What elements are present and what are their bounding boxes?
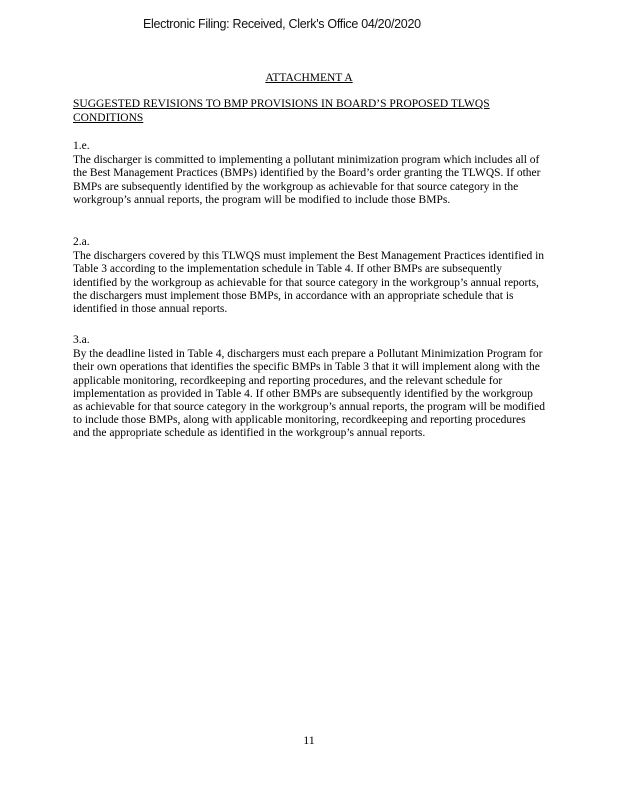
- paragraph-number: 3.a.: [73, 334, 90, 346]
- electronic-filing-stamp: Electronic Filing: Received, Clerk's Office 04/20/2020: [143, 17, 421, 31]
- paragraph-text: By the deadline listed in Table 4, dischargers must each prepare a Pollutant Minimization Program for their own operations that identifies the specific BMPs in Table 3 that it will implement along with the applicable monitoring, recordkeeping and reporting procedures, and the relevant schedule for implementation as provided in Table 4. If other BMPs are subsequently identified by the workgroup as achievable for that source category in the workgroup’s annual reports, the program will be modified to include those BMPs, along with applicable monitoring, recordkeeping and reporting procedures and the appropriate schedule as identified in the workgroup’s annual reports.: [73, 348, 545, 440]
- paragraph-number: 2.a.: [73, 236, 90, 248]
- attachment-title: ATTACHMENT A: [265, 72, 353, 84]
- paragraph-2a: [73, 236, 545, 316]
- paragraph-text: The discharger is committed to implementing a pollutant minimization program which includes all of the Best Management Practices (BMPs) identified by the Board’s order granting the TLWQS. If other BMPs are subsequently identified by the workgroup as achievable for that source category in the workgroup’s annual reports, the program will be modified to include those BMPs.: [73, 154, 541, 206]
- paragraph-3a: [73, 334, 545, 441]
- paragraph-1e: [73, 140, 545, 207]
- page-number: 11: [303, 733, 315, 747]
- paragraph-text: The dischargers covered by this TLWQS must implement the Best Management Practices identified in Table 3 according to the implementation schedule in Table 4. If other BMPs are subsequently identified by the workgroup as achievable for that source category in the workgroup’s annual reports, the dischargers must implement those BMPs, in accordance with an appropriate schedule that is identified in those annual reports.: [73, 250, 545, 316]
- section-heading: SUGGESTED REVISIONS TO BMP PROVISIONS IN BOARD’S PROPOSED TLWQS CONDITIONS: [73, 98, 490, 124]
- paragraph-number: 1.e.: [73, 140, 90, 152]
